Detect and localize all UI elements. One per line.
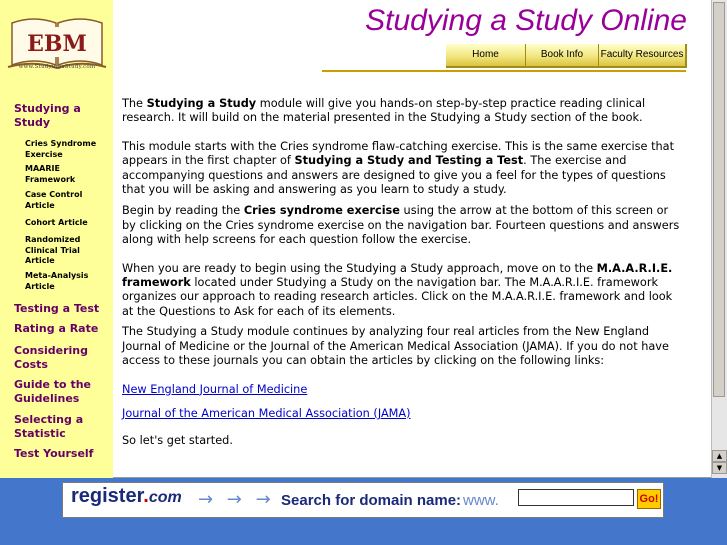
banner-search-label: Search for domain name: — [281, 492, 462, 509]
arrow-right-icon: → → → — [198, 489, 275, 510]
paragraph-intro: The Studying a Study module will give you hands-on step-by-step practice reading clinical research. It will build on the material presented in the Studying a Study section of the book. — [122, 97, 646, 125]
title-divider — [322, 70, 686, 72]
nav-selecting-a-statistic[interactable]: Selecting a Statistic — [14, 413, 84, 440]
scroll-down-icon[interactable]: ▼ — [712, 462, 727, 474]
link-jama[interactable]: Journal of the American Medical Association (JAMA) — [122, 406, 411, 420]
nav-guide-to-the-guidelines[interactable]: Guide to the Guidelines — [14, 378, 91, 405]
go-button[interactable]: Go! — [637, 489, 661, 509]
paragraph-begin: Begin by reading the Cries syndrome exercise using the arrow at the bottom of this screen or by clicking on the Cries syndrome exercise on the navigation bar. Fourteen questions and answers along with help screens for each question follow the exercise. — [122, 204, 680, 247]
nav-cries-syndrome-exercise[interactable]: Cries Syndrome Exercise — [25, 139, 97, 159]
link-nejm[interactable]: New England Journal of Medicine — [122, 382, 308, 396]
nav-testing-a-test[interactable]: Testing a Test — [14, 302, 100, 315]
paragraph-cries: This module starts with the Cries syndrome flaw-catching exercise. This is the same exercise that appears in the first chapter of Studying a Study and Testing a Test. The exercise and accompanying questions and answers are designed to give you a feel for the types of questions that you will be asking and answering as you learn to study a study. — [122, 139, 675, 197]
logo-subtext: www.StudyingaStudy.com — [18, 64, 96, 70]
domain-search-input[interactable] — [518, 489, 634, 506]
home-button[interactable]: Home — [446, 44, 527, 68]
page-title: Studying a Study Online — [365, 4, 687, 37]
nav-randomized-clinical-trial-article[interactable]: Randomized Clinical Trial Article — [25, 235, 81, 265]
nav-test-yourself[interactable]: Test Yourself — [14, 447, 94, 460]
paragraph-maarie: When you are ready to begin using the Studying a Study approach, move on to the M.A.A.R.I.E. framework located under Studying a Study on the navigation bar. The M.A.A.R.I.E. framework organizes our approach to reading research articles. Click on the M.A.A.R.I.E. framework and look at the Questions to Ask for each of its elements. — [122, 261, 673, 318]
nav-meta-analysis-article[interactable]: Meta-Analysis Article — [25, 271, 89, 291]
register-logo[interactable]: register.com — [71, 485, 182, 507]
scrollbar-thumb[interactable] — [713, 2, 725, 397]
nav-maarie-framework[interactable]: MAARIE Framework — [25, 164, 76, 184]
paragraph-start: So let's get started. — [122, 434, 233, 448]
faculty-resources-button[interactable]: Faculty Resources — [599, 44, 687, 68]
paragraph-link-jama — [122, 407, 682, 421]
logo-text: EBM — [27, 31, 87, 57]
register-ad-banner[interactable] — [62, 482, 664, 518]
nav-studying-a-study[interactable]: Studying a Study — [14, 102, 81, 129]
sidebar — [0, 0, 113, 478]
book-info-button[interactable]: Book Info — [526, 44, 600, 68]
nav-case-control-article[interactable]: Case Control Article — [25, 190, 83, 210]
paragraph-link-nejm — [122, 383, 682, 397]
nav-cohort-article[interactable]: Cohort Article — [25, 218, 88, 227]
vertical-scrollbar[interactable] — [711, 0, 727, 478]
nav-rating-a-rate[interactable]: Rating a Rate — [14, 322, 99, 335]
main-content — [122, 97, 682, 449]
nav-considering-costs[interactable]: Considering Costs — [14, 344, 89, 371]
banner-www-label: www. — [463, 492, 499, 509]
scroll-up-icon[interactable]: ▲ — [712, 450, 727, 462]
paragraph-articles: The Studying a Study module continues by analyzing four real articles from the New England Journal of Medicine or the Journal of the American Medical Association (JAMA). If you do not have access to these journals you can obtain the articles by clicking on the following links: — [122, 325, 669, 368]
